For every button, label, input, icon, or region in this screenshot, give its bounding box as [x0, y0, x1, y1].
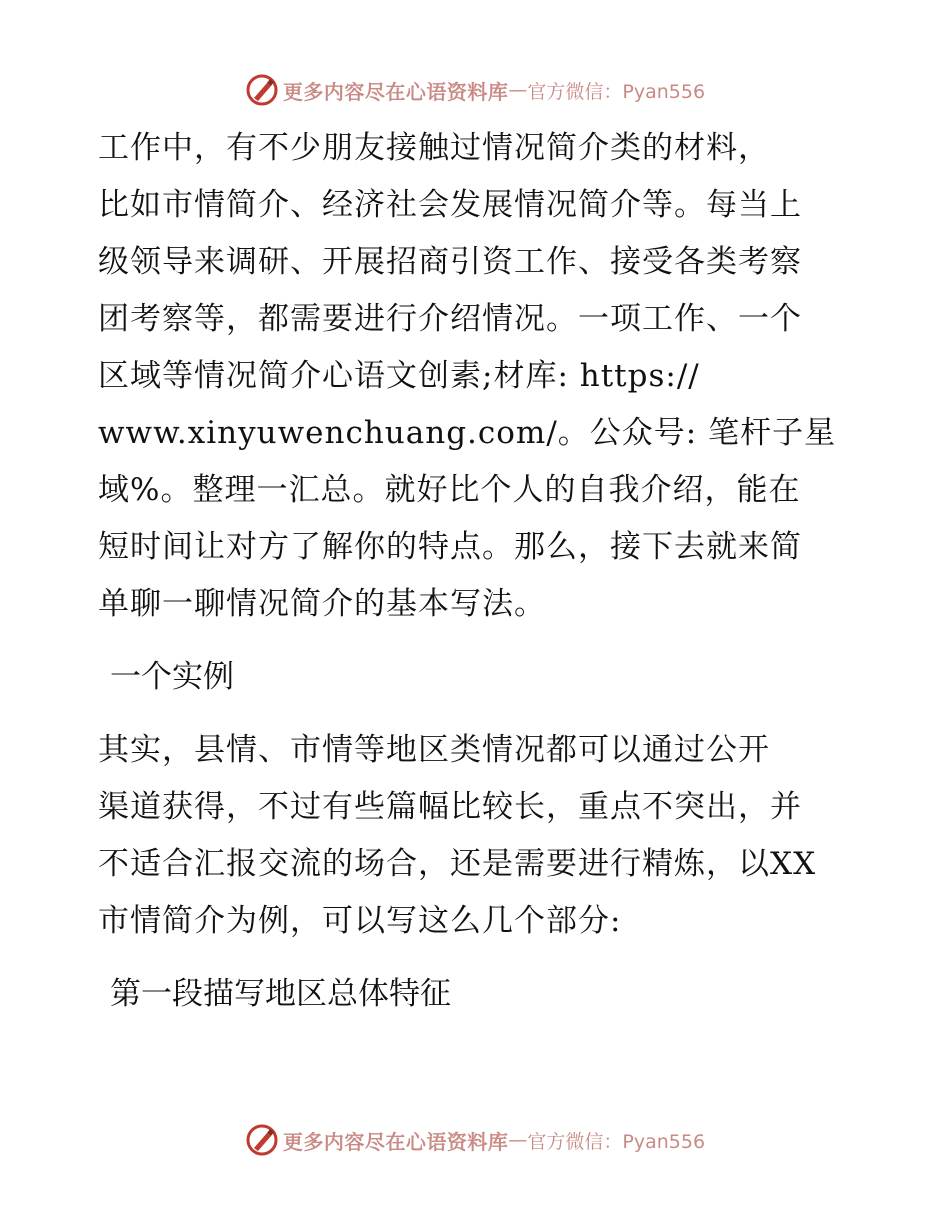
text-line: 单聊一聊情况简介的基本写法。 [98, 586, 546, 622]
paragraph-intro [98, 120, 858, 633]
footer-watermark-banner [0, 1120, 950, 1160]
document-body [98, 120, 858, 1039]
text-line: www.xinyuwenchuang.com/。公众号: 笔杆子星 [98, 415, 837, 451]
text-line: 团考察等，都需要进行介绍情况。一项工作、一个 [98, 301, 802, 337]
text-line: 不适合汇报交流的场合，还是需要进行精炼，以XX [98, 846, 817, 882]
paragraph-example [98, 722, 858, 950]
section-heading-first-paragraph: 第一段描写地区总体特征 [110, 976, 451, 1012]
footer-banner-wechat: 官方微信：Pyan556 [527, 1130, 706, 1153]
footer-banner-main-text: 更多内容尽在心语资料库 [282, 1129, 509, 1154]
text-line: 市情简介为例，可以写这么几个部分: [98, 903, 622, 939]
text-line: 级领导来调研、开展招商引资工作、接受各类考察 [98, 244, 802, 280]
header-banner-main-text: 更多内容尽在心语资料库 [282, 79, 509, 104]
text-line: 区域等情况简介心语文创素;材库: https:// [98, 358, 700, 394]
section-heading-example: 一个实例 [110, 659, 234, 695]
text-line: 域%。整理一汇总。就好比个人的自我介绍，能在 [98, 472, 801, 508]
text-line: 短时间让对方了解你的特点。那么，接下去就来简 [98, 529, 802, 565]
header-watermark-banner [0, 70, 950, 110]
pen-circle-logo-icon [245, 73, 279, 107]
header-banner-dash: — [508, 79, 528, 101]
footer-banner-dash: — [508, 1129, 528, 1151]
header-banner-wechat: 官方微信：Pyan556 [527, 80, 706, 103]
pen-circle-logo-icon [245, 1123, 279, 1157]
text-line: 工作中，有不少朋友接触过情况简介类的材料， [98, 130, 770, 166]
text-line: 比如市情简介、经济社会发展情况简介等。每当上 [98, 187, 802, 223]
text-line: 其实，县情、市情等地区类情况都可以通过公开 [98, 732, 770, 768]
text-line: 渠道获得，不过有些篇幅比较长，重点不突出，并 [98, 789, 802, 825]
